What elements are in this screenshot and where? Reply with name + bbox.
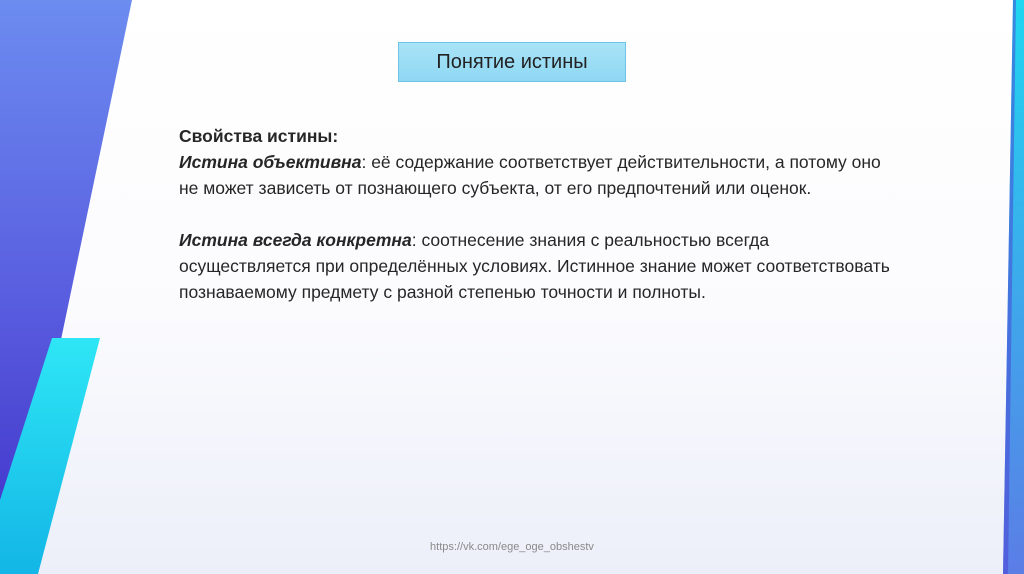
slide-content (179, 123, 899, 305)
paragraph-objective (179, 149, 899, 201)
paragraph-objective-text: : её содержание соответствует действительности, а потому оно не может зависеть от познающего субъекта, от его предпочтений или оценок. (179, 152, 881, 198)
slide-title: Понятие истины (436, 50, 588, 73)
paragraph-concrete (179, 227, 899, 305)
term-objective: Истина объективна (179, 152, 362, 172)
paragraph-concrete-text: : соотнесение знания с реальностью всегда осуществляется при определённых условиях. Истинное знание может соответствовать познаваемому предмету с разной степенью точности и полноты. (179, 230, 890, 302)
paragraph-gap (179, 201, 899, 227)
term-concrete: Истина всегда конкретна (179, 230, 412, 250)
footer-source-link[interactable]: https://vk.com/ege_oge_obshestv (430, 541, 594, 553)
content-heading: Свойства истины: (179, 126, 339, 146)
slide-title-box (398, 42, 626, 82)
